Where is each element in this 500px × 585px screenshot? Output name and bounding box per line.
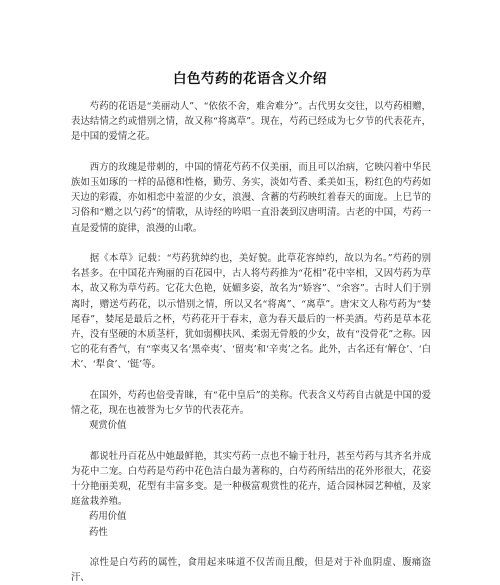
paragraph-intro: 芍药的花语是“美丽动人”、“依依不舍，难舍难分”。古代男女交往，以芍药相赠，表达结情之约或惜别之情，故又称“将离草”。现在，芍药已经成为七夕节的代表花卉，是中国的爱情之花。 bbox=[71, 101, 431, 143]
section-heading-ornamental-value: 观赏价值 bbox=[89, 420, 127, 432]
paragraph-ornamental: 都说牡丹百花丛中她最鲜艳，其实芍药一点也不输于牡丹，甚至芍药与其齐名并成为花中二宠。白芍药是芍药中花色洁白最为著称的，白芍药所结出的花外形很大，花姿十分艳丽美观，花型有丰富多变。是一种极富观赏性的花卉，适合园林园艺种植，及家庭盆栽养殖。 bbox=[71, 450, 431, 508]
paragraph-drug-property: 凉性是白芍药的属性，食用起来味道不仅苦而且酸，但是对于补血阴虚、腹痛盗汗、 bbox=[71, 557, 431, 584]
document-body bbox=[71, 99, 431, 585]
section-heading-drug-property: 药性 bbox=[89, 526, 108, 538]
page-title: 白色芍药的花语含义介绍 bbox=[173, 71, 327, 88]
paragraph-abroad: 在国外，芍药也倍受青睐，有“花中皇后”的美称。代表含义芍药自古就是中国的爱情之花，现在也被誉为七夕节的代表花卉。 bbox=[71, 389, 431, 417]
section-heading-medicinal-value: 药用价值 bbox=[89, 511, 127, 523]
paragraph-western-rose: 西方的玫瑰是带刺的，中国的情花芍药不仅美丽，而且可以治病，它映闪着中华民族如玉如琢的一样的品德和性格，勤劳、务实，淡如芍香、柔美如玉，粉红色的芍药如天边的彩霞，亦如相恋中羞涩的少女，浪漫、含蓄的芍药映红着春天的面庞。上巳节的习俗和“赠之以勺药”的情歌，从诗经的吟唱一直沿袭到汉唐明清。古老的中国，芍药一直是爱情的旋律，浪漫的山歌。 bbox=[71, 161, 431, 234]
paragraph-bencao: 据《本草》记载：“芍药犹绰约也，美好貌。此草花容绰约，故以为名。”芍药的别名甚多。在中国花卉殉丽的百花园中，古人将芍药推为“花相”花中宰相，又因芍药为草本，故又称为草芍药。它花大色艳，妩媚多姿，故名为“娇容”、“余容”。古时人们于别离时，赠送芍药花，以示惜别之情，所以又名“将离”、“离草”。唐宋文人称芍药为“婪尾春”，婪尾是最后之杯，芍药花开于春末，意为春天最后的一杯美酒。芍药是草本花卉，没有坚硬的木质茎杆，犹如弱柳扶风、柔弱无骨般的少女，故有“没骨花”之称。因它的花有香气，有“挛夷又名‘黑牵夷’、‘留夷’和‘辛夷’之名。此外，古名还有‘解仓’、‘白术’、‘犁食’、‘铤’等。 bbox=[71, 253, 431, 371]
